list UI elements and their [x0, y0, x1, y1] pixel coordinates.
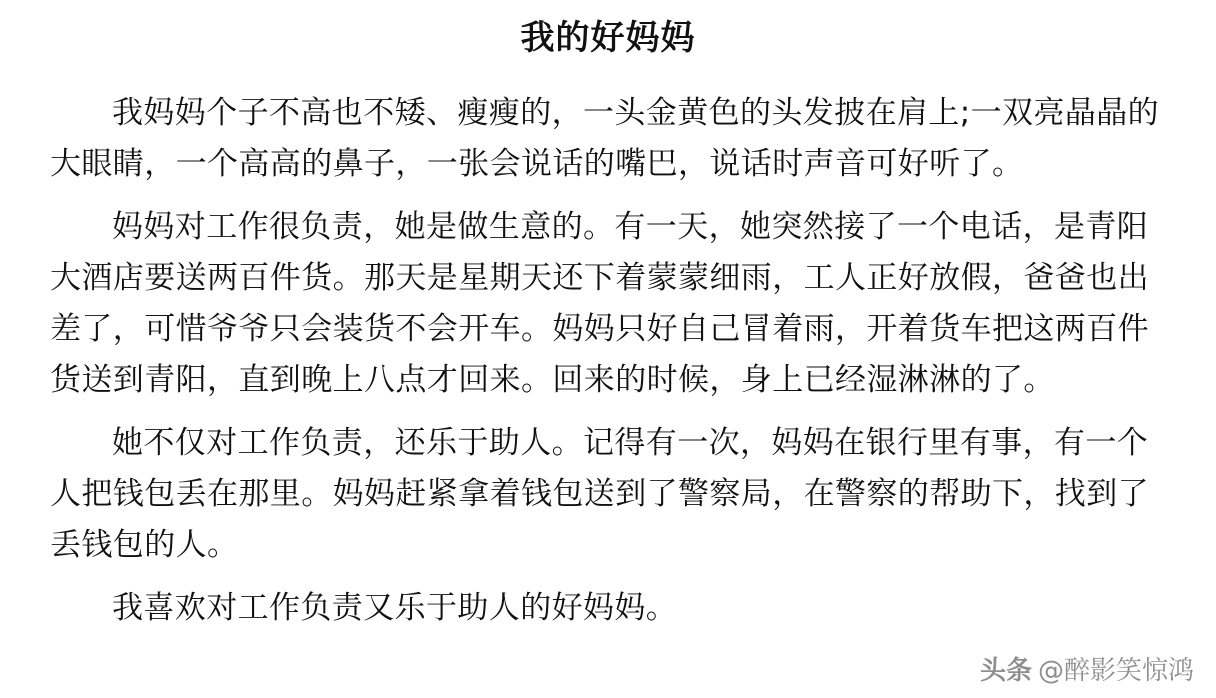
document-body: [50, 88, 1166, 646]
paragraph-2: 妈妈对工作很负责，她是做生意的。有一天，她突然接了一个电话，是青阳大酒店要送两百件货。那天是星期天还下着蒙蒙细雨，工人正好放假，爸爸也出差了，可惜爷爷只会装货不会开车。妈妈只好自己冒着雨，开着货车把这两百件货送到青阳，直到晚上八点才回来。回来的时候，身上已经湿淋淋的了。: [50, 209, 1149, 398]
watermark-handle: @醉影笑惊鸿: [1037, 656, 1194, 686]
watermark-brand: 头条: [979, 656, 1032, 686]
document-title: 我的好妈妈: [520, 18, 696, 58]
paragraph-3: 她不仅对工作负责，还乐于助人。记得有一次，妈妈在银行里有事，有一个人把钱包丢在那里。妈妈赶紧拿着钱包送到了警察局，在警察的帮助下，找到了丢钱包的人。: [50, 425, 1149, 563]
paragraph-1: 我妈妈个子不高也不矮、瘦瘦的，一头金黄色的头发披在肩上;一双亮晶晶的大眼睛，一个高高的鼻子，一张会说话的嘴巴，说话时声音可好听了。: [50, 95, 1160, 182]
paragraph-4: 我喜欢对工作负责又乐于助人的好妈妈。: [112, 590, 678, 626]
watermark: [980, 654, 1194, 688]
